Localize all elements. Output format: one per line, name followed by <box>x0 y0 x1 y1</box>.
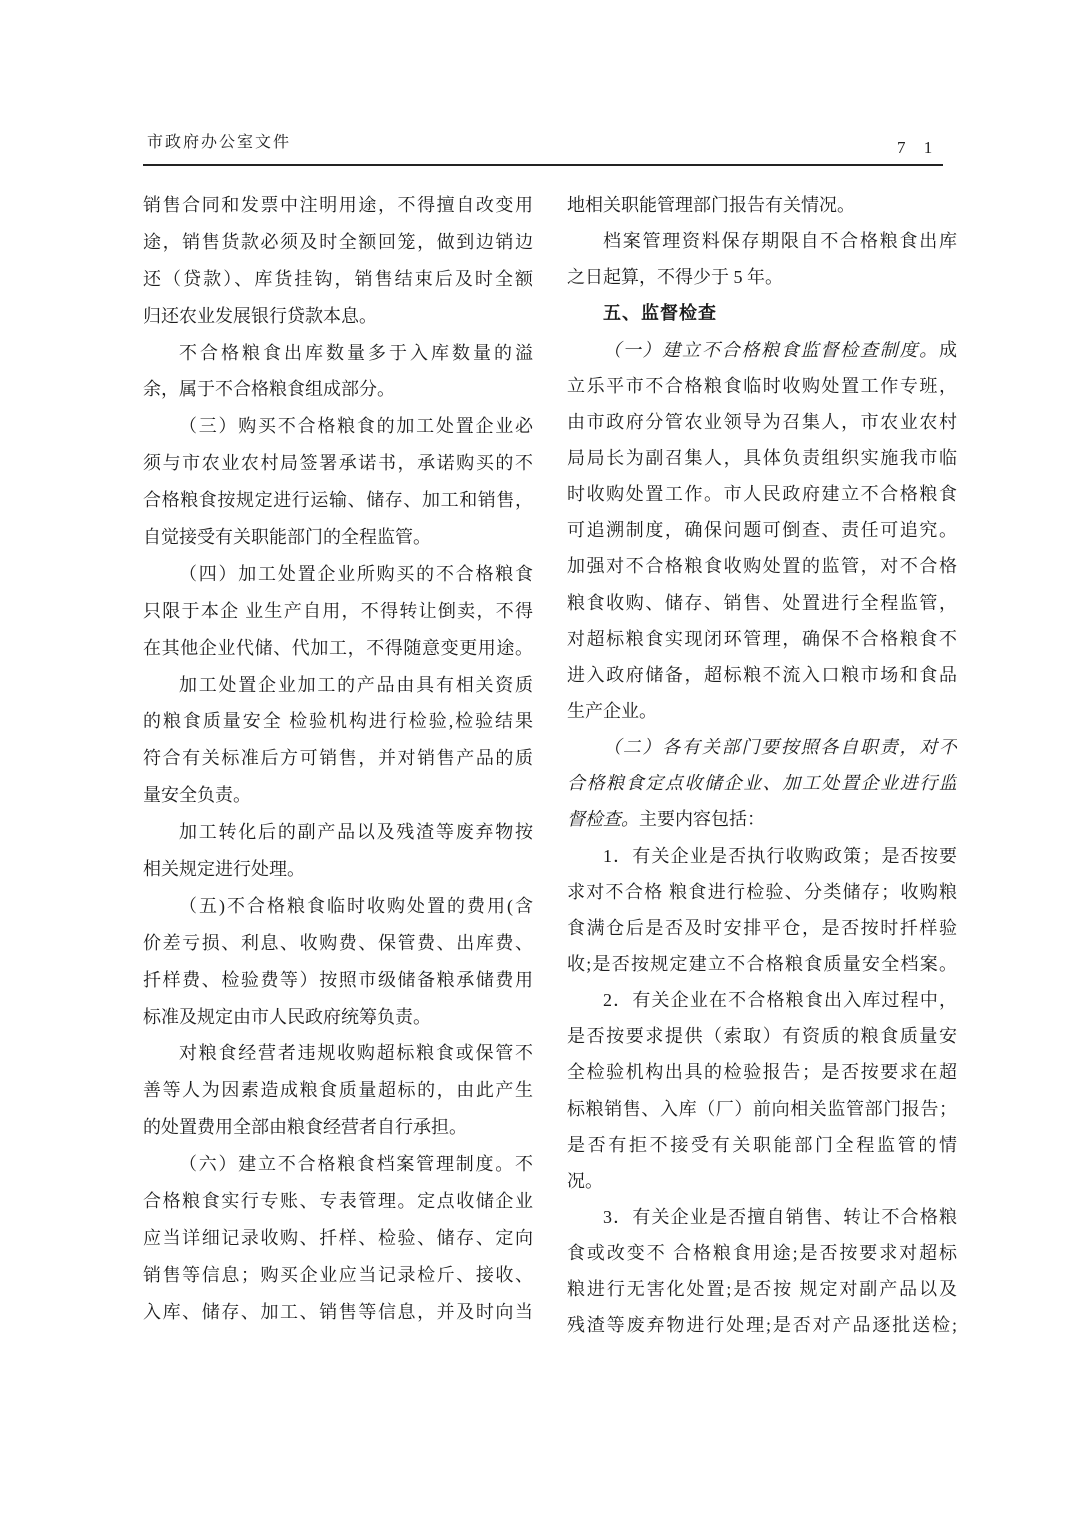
text-segment: 途，销售货款必须及时全额回笼，做到边销边 <box>143 231 533 252</box>
text-line <box>143 851 533 888</box>
text-line <box>567 585 957 621</box>
text-line <box>567 368 957 404</box>
text-line <box>143 703 533 740</box>
text-line <box>143 593 533 630</box>
text-segment: 加工处置企业加工的产品由具有相关资质 <box>179 674 533 695</box>
text-line <box>567 1235 957 1271</box>
text-line <box>143 1294 533 1331</box>
text-line <box>567 801 957 837</box>
text-segment: 时收购处置工作。市人民政府建立不合格粮食 <box>567 484 957 505</box>
text-line <box>143 740 533 777</box>
text-segment: 不合格粮食出库数量多于入库数量的溢 <box>179 342 533 363</box>
text-line <box>143 482 533 519</box>
text-line <box>567 548 957 584</box>
text-segment: 2．有关企业在不合格粮食出入库过程中， <box>603 990 957 1011</box>
text-line <box>567 765 957 801</box>
text-segment: 全检验机构出具的检验报告；是否按要求在超 <box>567 1062 957 1083</box>
text-line <box>567 1307 957 1343</box>
text-line <box>567 657 957 693</box>
text-segment: 入库、储存、加工、销售等信息，并及时向当 <box>143 1301 533 1322</box>
text-segment: 符合有关标准后方可销售，并对销售产品的质 <box>143 748 533 769</box>
text-segment: （三）购买不合格粮食的加工处置企业必 <box>179 416 533 437</box>
text-segment: 是否按要求提供（索取）有资质的粮食质量安 <box>567 1026 957 1047</box>
text-segment: 成 <box>939 339 957 360</box>
text-line <box>567 476 957 512</box>
text-segment: （二）各有关部门要按照各自职责，对不 <box>603 737 957 758</box>
text-segment: 求对不合格 粮食进行检验、分类储存；收购粮 <box>567 881 957 902</box>
text-segment: 3．有关企业是否擅自销售、转让不合格粮 <box>603 1206 957 1227</box>
text-line <box>143 1220 533 1257</box>
text-segment: 合格粮食按规定进行运输、储存、加工和销售， <box>143 490 533 511</box>
text-segment: 合格粮食实行专账、专表管理。定点收储企业 <box>143 1191 533 1212</box>
text-segment: 标粮销售、入库（厂）前向相关监管部门报告； <box>567 1098 957 1119</box>
text-segment: 进入政府储备，超标粮不流入口粮市场和食品 <box>567 664 957 685</box>
text-line <box>567 910 957 946</box>
text-line <box>143 777 533 814</box>
text-segment: 归还农业发展银行贷款本息。 <box>143 305 377 326</box>
text-segment: 粮食收购、储存、销售、处置进行全程监管， <box>567 592 957 613</box>
text-segment: （四）加工处置企业所购买的不合格粮食 <box>179 563 533 584</box>
text-line <box>143 556 533 593</box>
text-line <box>143 187 533 224</box>
text-segment: 只限于本企 业生产自用，不得转让倒卖，不得 <box>143 600 533 621</box>
header-doc-type: 市政府办公室文件 <box>147 134 292 151</box>
text-line <box>143 888 533 925</box>
text-segment: 在其他企业代储、代加工，不得随意变更用途。 <box>143 637 533 658</box>
text-line <box>143 1109 533 1146</box>
text-segment: 标准及规定由市人民政府统筹负责。 <box>143 1006 431 1027</box>
text-line <box>143 261 533 298</box>
text-segment: 销售合同和发票中注明用途，不得擅自改变用 <box>143 195 533 215</box>
text-line <box>567 874 957 910</box>
text-segment: （六）建立不合格粮食档案管理制度。不 <box>179 1154 533 1175</box>
header-page-number: 7 1 <box>897 138 940 157</box>
text-segment: 应当详细记录收购、扦样、检验、储存、定向 <box>143 1227 533 1248</box>
text-segment: 量安全负责。 <box>143 785 251 806</box>
text-segment: 还（贷款）、库货挂钩，销售结束后及时全额 <box>143 268 533 289</box>
text-line <box>567 259 957 295</box>
text-line <box>567 621 957 657</box>
text-line <box>143 1146 533 1183</box>
text-line <box>143 962 533 999</box>
text-segment: 立乐平市不合格粮食临时收购处置工作专班， <box>567 375 957 396</box>
text-segment: 加工转化后的副产品以及残渣等废弃物按 <box>179 822 533 843</box>
text-line <box>567 1018 957 1054</box>
text-line <box>567 838 957 874</box>
text-line <box>143 445 533 482</box>
text-line <box>567 404 957 440</box>
text-line <box>567 223 957 259</box>
text-segment: 自觉接受有关职能部门的全程监管。 <box>143 527 431 548</box>
text-line <box>567 1199 957 1235</box>
text-segment: 主要内容包括： <box>639 809 765 830</box>
text-segment: 可追溯制度，确保问题可倒查、责任可追究。 <box>567 520 957 541</box>
text-line <box>143 298 533 335</box>
text-segment: 食满仓后是否及时安排平仓，是否按时扦样验 <box>567 917 957 938</box>
text-segment: 对粮食经营者违规收购超标粮食或保管不 <box>179 1043 533 1064</box>
text-segment: 销售等信息；购买企业应当记录检斤、接收、 <box>143 1264 533 1285</box>
text-line <box>143 925 533 962</box>
text-segment: 地相关职能管理部门报告有关情况。 <box>567 195 855 215</box>
text-line <box>567 1163 957 1199</box>
text-segment: 扦样费、检验费等）按照市级储备粮承储费用 <box>143 969 533 990</box>
text-column-right <box>567 187 957 1344</box>
text-line <box>567 982 957 1018</box>
text-segment: 食或改变不 合格粮食用途;是否按要求对超标 <box>567 1243 957 1264</box>
text-line <box>567 440 957 476</box>
text-segment: 1．有关企业是否执行收购政策；是否按要 <box>603 845 957 866</box>
text-line <box>143 371 533 408</box>
text-segment: 局局长为副召集人，具体负责组织实施我市临 <box>567 447 957 468</box>
text-segment: 的粮食质量安全 检验机构进行检验,检验结果 <box>143 711 533 732</box>
text-line <box>143 667 533 704</box>
text-segment: 是否有拒不接受有关职能部门全程监管的情 <box>567 1134 957 1155</box>
text-segment: 对超标粮食实现闭环管理，确保不合格粮食不 <box>567 628 957 649</box>
text-segment: 督检查。 <box>567 809 639 830</box>
text-line <box>143 999 533 1036</box>
text-line <box>143 814 533 851</box>
text-line <box>143 1257 533 1294</box>
header-rule <box>143 164 943 166</box>
text-column-left <box>143 187 533 1331</box>
text-segment: 收;是否按规定建立不合格粮食质量安全档案。 <box>567 953 957 974</box>
text-line <box>143 224 533 261</box>
text-segment: 相关规定进行处理。 <box>143 859 305 880</box>
text-segment: 善等人为因素造成粮食质量超标的，由此产生 <box>143 1080 533 1101</box>
text-line <box>143 1183 533 1220</box>
text-segment: （一）建立不合格粮食监督检查制度。 <box>603 339 939 360</box>
text-segment: 合格粮食定点收储企业、加工处置企业进行监 <box>567 773 957 794</box>
text-segment: 余，属于不合格粮食组成部分。 <box>143 379 395 400</box>
text-line <box>567 1054 957 1090</box>
text-segment: 的处置费用全部由粮食经营者自行承担。 <box>143 1117 467 1138</box>
text-line <box>143 335 533 372</box>
text-segment: 生产企业。 <box>567 700 657 721</box>
text-segment: 加强对不合格粮食收购处置的监管，对不合格 <box>567 556 957 577</box>
text-line <box>567 1091 957 1127</box>
text-line <box>143 1072 533 1109</box>
text-line <box>567 693 957 729</box>
text-segment: 残渣等废弃物进行处理;是否对产品逐批送检; <box>567 1315 957 1336</box>
text-segment: 粮进行无害化处置;是否按 规定对副产品以及 <box>567 1279 957 1300</box>
text-segment: 须与市农业农村局签署承诺书，承诺购买的不 <box>143 453 533 474</box>
text-line <box>567 729 957 765</box>
text-line <box>567 187 957 223</box>
text-segment: 档案管理资料保存期限自不合格粮食出库 <box>603 231 957 252</box>
text-line <box>567 332 957 368</box>
text-line <box>143 408 533 445</box>
text-segment: 之日起算，不得少于 5 年。 <box>567 267 783 288</box>
text-line <box>567 1271 957 1307</box>
text-line <box>567 946 957 982</box>
text-line <box>567 1127 957 1163</box>
text-segment: 五、监督检查 <box>603 303 717 324</box>
text-segment: （五)不合格粮食临时收购处置的费用(含 <box>179 895 533 916</box>
text-line <box>143 630 533 667</box>
text-line <box>143 519 533 556</box>
text-segment: 由市政府分管农业领导为召集人，市农业农村 <box>567 411 957 432</box>
text-line <box>567 295 957 331</box>
text-segment: 况。 <box>567 1170 603 1191</box>
text-line <box>567 512 957 548</box>
text-segment: 价差亏损、利息、收购费、保管费、出库费、 <box>143 932 533 953</box>
text-line <box>143 1035 533 1072</box>
